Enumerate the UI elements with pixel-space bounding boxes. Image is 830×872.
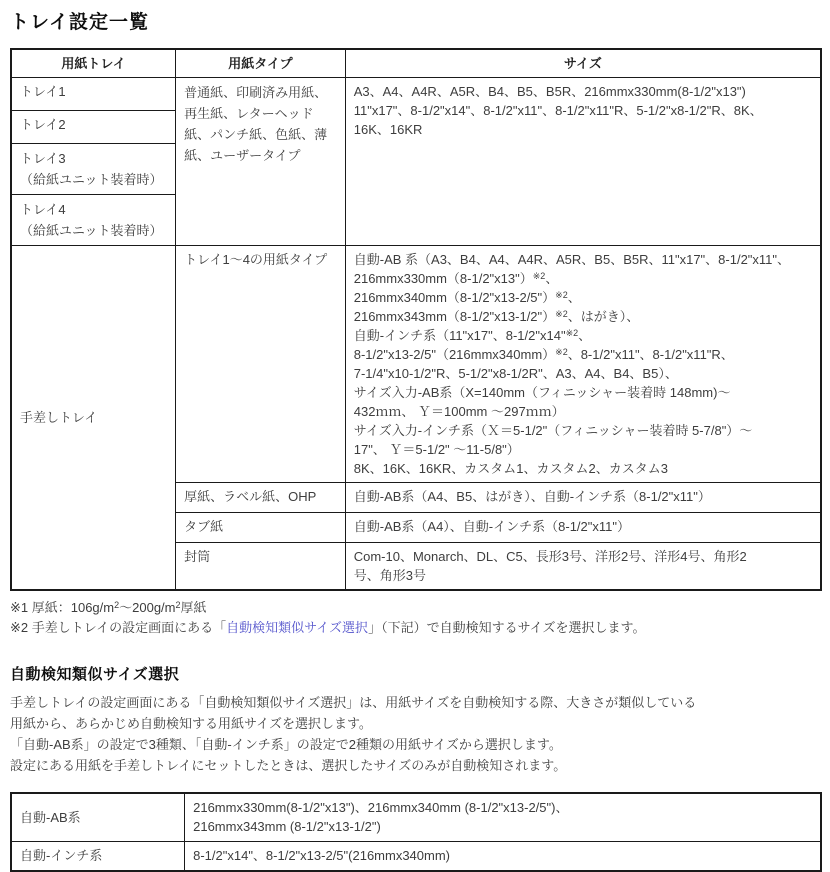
cell-tray2-label: トレイ2 <box>11 111 176 144</box>
footnote-2-suffix: 」（下記）で自動検知するサイズを選択します。 <box>368 620 646 635</box>
footnote-1: ※1 厚紙：$106g/m^2\sim 200g/m^2$厚紙 <box>10 600 207 615</box>
auto-detect-size-table <box>10 792 822 872</box>
auto-detect-size-link[interactable]: 自動検知類似サイズ選択 <box>226 620 369 635</box>
table-header-row <box>11 49 821 78</box>
cell-tray3-label: トレイ3 （給紙ユニット装着時） <box>11 144 176 195</box>
footnote-2 <box>10 618 822 638</box>
auto-detect-table-wrap <box>10 792 822 872</box>
cell-bypass-paper-type-2: 厚紙、ラベル紙、OHP <box>176 483 346 513</box>
col-header-paper-tray: 用紙トレイ <box>11 49 176 78</box>
cell-tray4-label: トレイ4 （給紙ユニット装着時） <box>11 195 176 246</box>
cell-tray1-label: トレイ1 <box>11 78 176 111</box>
col-header-paper-type: 用紙タイプ <box>176 49 346 78</box>
cell-tray1-4-sizes: A3、A4、A4R、A5R、B4、B5、B5R、216mmx330mm(8-1/2"x13") 11"x17"、8-1/2"x14"、8-1/2"x11"、8-1/2"x11"R、5-1/2"x8-1/2"R、8K、 16K、16KR <box>345 78 821 246</box>
cell-bypass-paper-type-1: トレイ1～4の用紙タイプ <box>176 246 346 483</box>
cell-bypass-tray-label: 手差しトレイ <box>11 246 176 591</box>
cell-bypass-sizes-1: 自動-AB 系（A3、B4、A4、A4R、A5R、B5、B5R、11"x17"、8-1/2"x11"、 216mmx330mm（8-1/2"x13"）$^{※2}$、 216mmx340mm（8-1/2"x13-2/5"）$^{※2}$、 216mmx343mm（8-1/2"x13-1/2"）$^{※2}$、はがき）、 自動-インチ系（11"x17"、8-1/2"x14"$^{※2}$、 $8-1/2"x13-2/5"(216mmx340mm)^{※2}$、8-1/2"x11"、8-1/2"x11"R、 7-1/4"x10-1/2"R、5-1/2"x8-1/2R"、A3、A4、B4、B5）、 サイズ入力-AB系（X=140mm（フィニッシャー装着時 148mm)～ 432ｍｍ、 Ｙ＝100mm ～297ｍｍ） サイズ入力-インチ系（Ｘ＝5-1/2"（フィニッシャー装着時 5-7/8"）～ 17"、 Ｙ＝5-1/2" ～11-5/8"） 8K、16K、16KR、カスタム1、カスタム2、カスタム3 <box>345 246 821 483</box>
cell-bypass-sizes-2: 自動-AB系（A4、B5、はがき）、自動-インチ系（8-1/2"x11"） <box>345 483 821 513</box>
cell-auto-inch-sizes: 8-1/2"x14"、8-1/2"x13-2/5"(216mmx340mm) <box>185 841 821 871</box>
cell-bypass-sizes-4: Com-10、Monarch、DL、C5、長形3号、洋形2号、洋形4号、角形2 号、角形3号 <box>345 543 821 591</box>
table-row <box>11 78 821 111</box>
cell-tray1-4-paper-types: 普通紙、印刷済み用紙、 再生紙、レターヘッド 紙、パンチ紙、色紙、薄 紙、ユーザータイプ <box>176 78 346 246</box>
table-row <box>11 246 821 483</box>
cell-bypass-paper-type-4: 封筒 <box>176 543 346 591</box>
table-row <box>11 793 821 841</box>
col-header-size: サイズ <box>345 49 821 78</box>
section-paragraph: 手差しトレイの設定画面にある「自動検知類似サイズ選択」は、用紙サイズを自動検知する際、大きさが類似している 用紙から、あらかじめ自動検知する用紙サイズを選択します。 「自動-AB系」の設定で3種類、「自動-インチ系」の設定で2種類の用紙サイズから選択します。 設定にある用紙を手差しトレイにセットしたときは、選択したサイズのみが自動検知されます。 <box>10 695 697 773</box>
tray-settings-table <box>10 48 822 591</box>
table-row <box>11 841 821 871</box>
footnote-2-prefix: ※2 手差しトレイの設定画面にある「 <box>10 620 227 635</box>
cell-bypass-paper-type-3: タブ紙 <box>176 513 346 543</box>
page-title: トレイ設定一覧 <box>10 12 150 33</box>
cell-auto-inch-label: 自動-インチ系 <box>11 841 185 871</box>
cell-auto-ab-sizes: 216mmx330mm(8-1/2"x13")、216mmx340mm (8-1/2"x13-2/5")、 216mmx343mm (8-1/2"x13-1/2") <box>185 793 821 841</box>
section-heading: 自動検知類似サイズ選択 <box>10 666 180 683</box>
cell-bypass-sizes-3: 自動-AB系（A4）、自動-インチ系（8-1/2"x11"） <box>345 513 821 543</box>
footnotes <box>10 598 822 638</box>
cell-auto-ab-label: 自動-AB系 <box>11 793 185 841</box>
